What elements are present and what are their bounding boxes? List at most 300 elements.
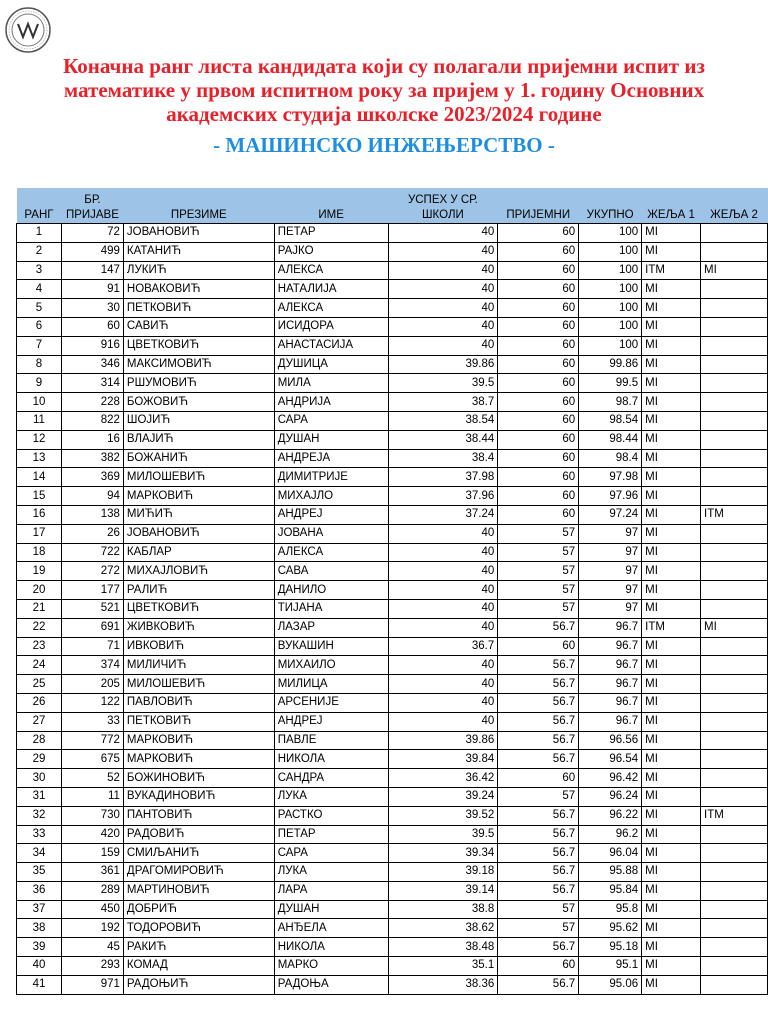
cell-wish-1: MI bbox=[642, 280, 701, 299]
table-row bbox=[17, 637, 768, 656]
cell-rank: 32 bbox=[17, 806, 62, 825]
cell-total: 96.24 bbox=[579, 787, 642, 806]
cell-wish-2 bbox=[701, 393, 768, 412]
cell-total: 96.54 bbox=[579, 750, 642, 769]
cell-surname: ШОЈИЋ bbox=[123, 411, 274, 430]
table-row bbox=[17, 524, 768, 543]
cell-wish-2 bbox=[701, 693, 768, 712]
cell-wish-1: MI bbox=[642, 712, 701, 731]
cell-wish-1: MI bbox=[642, 543, 701, 562]
cell-total: 96.7 bbox=[579, 618, 642, 637]
cell-surname: ПЕТКОВИЋ bbox=[123, 712, 274, 731]
cell-wish-1: ITM bbox=[642, 261, 701, 280]
cell-total: 100 bbox=[579, 242, 642, 261]
cell-rank: 1 bbox=[17, 224, 62, 243]
table-row bbox=[17, 224, 768, 243]
cell-school-score: 39.24 bbox=[388, 787, 498, 806]
cell-name: ПЕТАР bbox=[274, 825, 388, 844]
cell-total: 95.88 bbox=[579, 863, 642, 882]
cell-application-number: 450 bbox=[61, 900, 123, 919]
cell-name: ТИЈАНА bbox=[274, 599, 388, 618]
cell-total: 96.56 bbox=[579, 731, 642, 750]
cell-school-score: 40 bbox=[388, 299, 498, 318]
cell-total: 100 bbox=[579, 224, 642, 243]
cell-exam-score: 60 bbox=[498, 430, 579, 449]
cell-total: 96.22 bbox=[579, 806, 642, 825]
cell-total: 97.24 bbox=[579, 505, 642, 524]
cell-wish-1: MI bbox=[642, 787, 701, 806]
cell-school-score: 35.1 bbox=[388, 957, 498, 976]
cell-application-number: 52 bbox=[61, 769, 123, 788]
cell-school-score: 38.44 bbox=[388, 430, 498, 449]
cell-rank: 34 bbox=[17, 844, 62, 863]
cell-exam-score: 60 bbox=[498, 224, 579, 243]
cell-wish-2 bbox=[701, 524, 768, 543]
table-row bbox=[17, 336, 768, 355]
cell-total: 96.7 bbox=[579, 637, 642, 656]
cell-school-score: 38.7 bbox=[388, 393, 498, 412]
cell-total: 96.42 bbox=[579, 769, 642, 788]
cell-surname: МАРКОВИЋ bbox=[123, 731, 274, 750]
cell-exam-score: 60 bbox=[498, 317, 579, 336]
table-row bbox=[17, 900, 768, 919]
cell-application-number: 722 bbox=[61, 543, 123, 562]
cell-surname: ИВКОВИЋ bbox=[123, 637, 274, 656]
table-row bbox=[17, 355, 768, 374]
cell-total: 97 bbox=[579, 581, 642, 600]
cell-rank: 18 bbox=[17, 543, 62, 562]
cell-rank: 30 bbox=[17, 769, 62, 788]
cell-surname: ПАВЛОВИЋ bbox=[123, 693, 274, 712]
cell-surname: ТОДОРОВИЋ bbox=[123, 919, 274, 938]
cell-application-number: 159 bbox=[61, 844, 123, 863]
cell-wish-1: MI bbox=[642, 374, 701, 393]
cell-total: 100 bbox=[579, 317, 642, 336]
cell-wish-1: MI bbox=[642, 299, 701, 318]
cell-application-number: 72 bbox=[61, 224, 123, 243]
cell-exam-score: 60 bbox=[498, 468, 579, 487]
cell-application-number: 730 bbox=[61, 806, 123, 825]
cell-surname: КОМАД bbox=[123, 957, 274, 976]
cell-surname: ВЛАЈИЋ bbox=[123, 430, 274, 449]
table-row bbox=[17, 562, 768, 581]
cell-rank: 5 bbox=[17, 299, 62, 318]
cell-exam-score: 60 bbox=[498, 336, 579, 355]
cell-rank: 16 bbox=[17, 505, 62, 524]
cell-application-number: 205 bbox=[61, 675, 123, 694]
cell-total: 98.44 bbox=[579, 430, 642, 449]
cell-wish-2 bbox=[701, 863, 768, 882]
cell-name: АНЂЕЛА bbox=[274, 919, 388, 938]
table-row bbox=[17, 449, 768, 468]
cell-surname: МАРТИНОВИЋ bbox=[123, 881, 274, 900]
cell-rank: 38 bbox=[17, 919, 62, 938]
cell-exam-score: 57 bbox=[498, 524, 579, 543]
cell-school-score: 40 bbox=[388, 712, 498, 731]
cell-wish-1: MI bbox=[642, 750, 701, 769]
table-row bbox=[17, 242, 768, 261]
cell-application-number: 30 bbox=[61, 299, 123, 318]
cell-school-score: 37.96 bbox=[388, 487, 498, 506]
cell-name: САРА bbox=[274, 844, 388, 863]
cell-exam-score: 57 bbox=[498, 787, 579, 806]
cell-exam-score: 56.7 bbox=[498, 863, 579, 882]
cell-wish-2: MI bbox=[701, 261, 768, 280]
table-row bbox=[17, 656, 768, 675]
cell-wish-2: ITM bbox=[701, 505, 768, 524]
cell-total: 95.06 bbox=[579, 975, 642, 994]
cell-name: РАДОЊА bbox=[274, 975, 388, 994]
table-row bbox=[17, 693, 768, 712]
cell-rank: 25 bbox=[17, 675, 62, 694]
cell-school-score: 40 bbox=[388, 656, 498, 675]
cell-surname: МИЛИЧИЋ bbox=[123, 656, 274, 675]
cell-school-score: 39.34 bbox=[388, 844, 498, 863]
cell-wish-1: MI bbox=[642, 656, 701, 675]
cell-application-number: 192 bbox=[61, 919, 123, 938]
cell-application-number: 346 bbox=[61, 355, 123, 374]
cell-school-score: 40 bbox=[388, 242, 498, 261]
table-row bbox=[17, 844, 768, 863]
cell-school-score: 40 bbox=[388, 675, 498, 694]
cell-school-score: 39.86 bbox=[388, 731, 498, 750]
cell-school-score: 36.7 bbox=[388, 637, 498, 656]
table-row bbox=[17, 411, 768, 430]
cell-exam-score: 60 bbox=[498, 280, 579, 299]
cell-name: ДУШИЦА bbox=[274, 355, 388, 374]
cell-total: 96.7 bbox=[579, 712, 642, 731]
cell-rank: 9 bbox=[17, 374, 62, 393]
cell-total: 98.7 bbox=[579, 393, 642, 412]
cell-exam-score: 56.7 bbox=[498, 750, 579, 769]
cell-name: ДУШАН bbox=[274, 900, 388, 919]
header-total: УКУПНО bbox=[579, 188, 642, 224]
cell-rank: 28 bbox=[17, 731, 62, 750]
cell-rank: 33 bbox=[17, 825, 62, 844]
cell-exam-score: 57 bbox=[498, 599, 579, 618]
cell-name: ЛУКА bbox=[274, 863, 388, 882]
cell-rank: 15 bbox=[17, 487, 62, 506]
table-row bbox=[17, 806, 768, 825]
cell-total: 97 bbox=[579, 524, 642, 543]
cell-name: АНДРЕЈ bbox=[274, 505, 388, 524]
cell-name: ДАНИЛО bbox=[274, 581, 388, 600]
cell-name: АРСЕНИЈЕ bbox=[274, 693, 388, 712]
cell-exam-score: 60 bbox=[498, 355, 579, 374]
table-row bbox=[17, 581, 768, 600]
table-row bbox=[17, 769, 768, 788]
cell-wish-1: MI bbox=[642, 769, 701, 788]
cell-wish-1: MI bbox=[642, 731, 701, 750]
document-title bbox=[0, 54, 768, 126]
cell-name: ПЕТАР bbox=[274, 224, 388, 243]
cell-wish-1: MI bbox=[642, 675, 701, 694]
cell-wish-2 bbox=[701, 449, 768, 468]
cell-rank: 27 bbox=[17, 712, 62, 731]
cell-wish-2 bbox=[701, 374, 768, 393]
table-row bbox=[17, 317, 768, 336]
cell-surname: РШУМОВИЋ bbox=[123, 374, 274, 393]
cell-total: 96.04 bbox=[579, 844, 642, 863]
cell-exam-score: 56.7 bbox=[498, 675, 579, 694]
cell-surname: ВУКАДИНОВИЋ bbox=[123, 787, 274, 806]
cell-rank: 29 bbox=[17, 750, 62, 769]
cell-application-number: 71 bbox=[61, 637, 123, 656]
cell-surname: ЈОВАНОВИЋ bbox=[123, 524, 274, 543]
cell-wish-1: MI bbox=[642, 393, 701, 412]
cell-total: 100 bbox=[579, 336, 642, 355]
cell-application-number: 314 bbox=[61, 374, 123, 393]
cell-surname: КАБЛАР bbox=[123, 543, 274, 562]
cell-exam-score: 60 bbox=[498, 487, 579, 506]
cell-name: ИСИДОРА bbox=[274, 317, 388, 336]
cell-application-number: 420 bbox=[61, 825, 123, 844]
cell-surname: КАТАНИЋ bbox=[123, 242, 274, 261]
cell-rank: 12 bbox=[17, 430, 62, 449]
cell-exam-score: 60 bbox=[498, 261, 579, 280]
cell-wish-2 bbox=[701, 675, 768, 694]
cell-school-score: 40 bbox=[388, 543, 498, 562]
cell-surname: БОЖАНИЋ bbox=[123, 449, 274, 468]
cell-rank: 11 bbox=[17, 411, 62, 430]
cell-total: 100 bbox=[579, 299, 642, 318]
cell-school-score: 38.62 bbox=[388, 919, 498, 938]
cell-rank: 19 bbox=[17, 562, 62, 581]
cell-wish-2 bbox=[701, 656, 768, 675]
cell-wish-2 bbox=[701, 787, 768, 806]
cell-application-number: 177 bbox=[61, 581, 123, 600]
cell-wish-1: MI bbox=[642, 863, 701, 882]
header-surname: ПРЕЗИМЕ bbox=[123, 188, 274, 224]
cell-total: 96.7 bbox=[579, 656, 642, 675]
cell-rank: 24 bbox=[17, 656, 62, 675]
cell-total: 97.98 bbox=[579, 468, 642, 487]
cell-wish-2 bbox=[701, 938, 768, 957]
cell-wish-2 bbox=[701, 317, 768, 336]
cell-exam-score: 57 bbox=[498, 581, 579, 600]
cell-wish-2 bbox=[701, 543, 768, 562]
cell-wish-1: MI bbox=[642, 562, 701, 581]
table-row bbox=[17, 881, 768, 900]
cell-school-score: 40 bbox=[388, 336, 498, 355]
cell-wish-1: MI bbox=[642, 505, 701, 524]
cell-name: САНДРА bbox=[274, 769, 388, 788]
cell-application-number: 361 bbox=[61, 863, 123, 882]
cell-total: 100 bbox=[579, 280, 642, 299]
cell-rank: 7 bbox=[17, 336, 62, 355]
cell-exam-score: 60 bbox=[498, 449, 579, 468]
cell-wish-2 bbox=[701, 750, 768, 769]
cell-name: МАРКО bbox=[274, 957, 388, 976]
cell-rank: 37 bbox=[17, 900, 62, 919]
cell-school-score: 36.42 bbox=[388, 769, 498, 788]
cell-rank: 23 bbox=[17, 637, 62, 656]
cell-application-number: 33 bbox=[61, 712, 123, 731]
cell-name: НАТАЛИЈА bbox=[274, 280, 388, 299]
cell-surname: БОЖОВИЋ bbox=[123, 393, 274, 412]
cell-rank: 21 bbox=[17, 599, 62, 618]
cell-name: ВУКАШИН bbox=[274, 637, 388, 656]
cell-wish-1: MI bbox=[642, 938, 701, 957]
table-row bbox=[17, 975, 768, 994]
cell-wish-1: MI bbox=[642, 957, 701, 976]
cell-application-number: 499 bbox=[61, 242, 123, 261]
cell-rank: 35 bbox=[17, 863, 62, 882]
header-exam-score: ПРИЈЕМНИ bbox=[498, 188, 579, 224]
cell-surname: ЈОВАНОВИЋ bbox=[123, 224, 274, 243]
cell-wish-1: MI bbox=[642, 355, 701, 374]
cell-name: МИХАИЛО bbox=[274, 656, 388, 675]
cell-application-number: 228 bbox=[61, 393, 123, 412]
cell-application-number: 971 bbox=[61, 975, 123, 994]
cell-total: 96.7 bbox=[579, 693, 642, 712]
cell-wish-1: MI bbox=[642, 806, 701, 825]
cell-application-number: 293 bbox=[61, 957, 123, 976]
cell-name: ДИМИТРИЈЕ bbox=[274, 468, 388, 487]
cell-exam-score: 60 bbox=[498, 299, 579, 318]
cell-wish-1: MI bbox=[642, 599, 701, 618]
cell-application-number: 521 bbox=[61, 599, 123, 618]
cell-wish-2 bbox=[701, 881, 768, 900]
header-school-score: УСПЕХ У СР. ШКОЛИ bbox=[388, 188, 498, 224]
cell-rank: 8 bbox=[17, 355, 62, 374]
cell-exam-score: 60 bbox=[498, 242, 579, 261]
table-row bbox=[17, 938, 768, 957]
cell-total: 100 bbox=[579, 261, 642, 280]
cell-name: ПАВЛЕ bbox=[274, 731, 388, 750]
cell-wish-2 bbox=[701, 336, 768, 355]
cell-surname: СМИЉАНИЋ bbox=[123, 844, 274, 863]
cell-surname: МАКСИМОВИЋ bbox=[123, 355, 274, 374]
cell-name: РАЈКО bbox=[274, 242, 388, 261]
cell-wish-1: MI bbox=[642, 430, 701, 449]
cell-school-score: 37.24 bbox=[388, 505, 498, 524]
cell-name: МИЛИЦА bbox=[274, 675, 388, 694]
cell-exam-score: 60 bbox=[498, 637, 579, 656]
table-row bbox=[17, 505, 768, 524]
cell-application-number: 289 bbox=[61, 881, 123, 900]
cell-wish-2 bbox=[701, 562, 768, 581]
cell-name: НИКОЛА bbox=[274, 750, 388, 769]
cell-school-score: 39.18 bbox=[388, 863, 498, 882]
table-row bbox=[17, 787, 768, 806]
cell-total: 98.54 bbox=[579, 411, 642, 430]
cell-wish-2 bbox=[701, 468, 768, 487]
cell-application-number: 916 bbox=[61, 336, 123, 355]
cell-wish-1: MI bbox=[642, 317, 701, 336]
cell-school-score: 39.84 bbox=[388, 750, 498, 769]
cell-wish-2: MI bbox=[701, 618, 768, 637]
cell-surname: САВИЋ bbox=[123, 317, 274, 336]
cell-rank: 6 bbox=[17, 317, 62, 336]
cell-wish-1: MI bbox=[642, 468, 701, 487]
title-line: математике у првом испитном року за пријем у 1. годину Основних bbox=[63, 78, 705, 102]
cell-wish-1: MI bbox=[642, 919, 701, 938]
cell-rank: 41 bbox=[17, 975, 62, 994]
cell-application-number: 675 bbox=[61, 750, 123, 769]
cell-name: САРА bbox=[274, 411, 388, 430]
cell-exam-score: 57 bbox=[498, 919, 579, 938]
table-row bbox=[17, 731, 768, 750]
cell-wish-1: MI bbox=[642, 242, 701, 261]
cell-total: 97 bbox=[579, 599, 642, 618]
cell-surname: ЦВЕТКОВИЋ bbox=[123, 599, 274, 618]
table-row bbox=[17, 468, 768, 487]
cell-school-score: 38.4 bbox=[388, 449, 498, 468]
cell-school-score: 40 bbox=[388, 261, 498, 280]
cell-exam-score: 56.7 bbox=[498, 731, 579, 750]
title-line: академских студија школске 2023/2024 године bbox=[166, 102, 602, 126]
cell-wish-2 bbox=[701, 411, 768, 430]
cell-school-score: 40 bbox=[388, 562, 498, 581]
table-row bbox=[17, 261, 768, 280]
cell-wish-1: MI bbox=[642, 881, 701, 900]
cell-exam-score: 60 bbox=[498, 393, 579, 412]
cell-wish-2: ITM bbox=[701, 806, 768, 825]
table-row bbox=[17, 863, 768, 882]
table-row bbox=[17, 543, 768, 562]
cell-total: 95.84 bbox=[579, 881, 642, 900]
cell-surname: МИЋИЋ bbox=[123, 505, 274, 524]
cell-exam-score: 57 bbox=[498, 543, 579, 562]
cell-application-number: 26 bbox=[61, 524, 123, 543]
cell-exam-score: 60 bbox=[498, 411, 579, 430]
cell-name: АНДРЕЈ bbox=[274, 712, 388, 731]
cell-wish-1: MI bbox=[642, 411, 701, 430]
cell-wish-2 bbox=[701, 487, 768, 506]
cell-wish-1: MI bbox=[642, 224, 701, 243]
cell-name: АНДРЕЈА bbox=[274, 449, 388, 468]
cell-wish-2 bbox=[701, 769, 768, 788]
cell-wish-1: ITM bbox=[642, 618, 701, 637]
cell-wish-2 bbox=[701, 957, 768, 976]
cell-name: РАСТКО bbox=[274, 806, 388, 825]
cell-exam-score: 60 bbox=[498, 957, 579, 976]
cell-application-number: 138 bbox=[61, 505, 123, 524]
cell-rank: 3 bbox=[17, 261, 62, 280]
cell-wish-2 bbox=[701, 825, 768, 844]
cell-total: 96.7 bbox=[579, 675, 642, 694]
cell-wish-2 bbox=[701, 731, 768, 750]
cell-surname: МИЛОШЕВИЋ bbox=[123, 468, 274, 487]
cell-surname: МАРКОВИЋ bbox=[123, 750, 274, 769]
cell-school-score: 40 bbox=[388, 524, 498, 543]
cell-wish-2 bbox=[701, 581, 768, 600]
cell-exam-score: 56.7 bbox=[498, 881, 579, 900]
cell-application-number: 91 bbox=[61, 280, 123, 299]
cell-name: САВА bbox=[274, 562, 388, 581]
cell-name: ЛАРА bbox=[274, 881, 388, 900]
cell-application-number: 772 bbox=[61, 731, 123, 750]
cell-total: 97 bbox=[579, 562, 642, 581]
cell-total: 98.4 bbox=[579, 449, 642, 468]
cell-surname: РАКИЋ bbox=[123, 938, 274, 957]
table-row bbox=[17, 618, 768, 637]
cell-application-number: 11 bbox=[61, 787, 123, 806]
cell-exam-score: 56.7 bbox=[498, 693, 579, 712]
cell-rank: 39 bbox=[17, 938, 62, 957]
cell-surname: БОЖИНОВИЋ bbox=[123, 769, 274, 788]
title-line: Коначна ранг листа кандидата који су полагали пријемни испит из bbox=[63, 54, 705, 78]
cell-school-score: 40 bbox=[388, 693, 498, 712]
cell-name: ЛАЗАР bbox=[274, 618, 388, 637]
cell-surname: ЛУКИЋ bbox=[123, 261, 274, 280]
cell-name: ДУШАН bbox=[274, 430, 388, 449]
cell-rank: 10 bbox=[17, 393, 62, 412]
cell-exam-score: 56.7 bbox=[498, 844, 579, 863]
cell-application-number: 382 bbox=[61, 449, 123, 468]
cell-wish-2 bbox=[701, 242, 768, 261]
